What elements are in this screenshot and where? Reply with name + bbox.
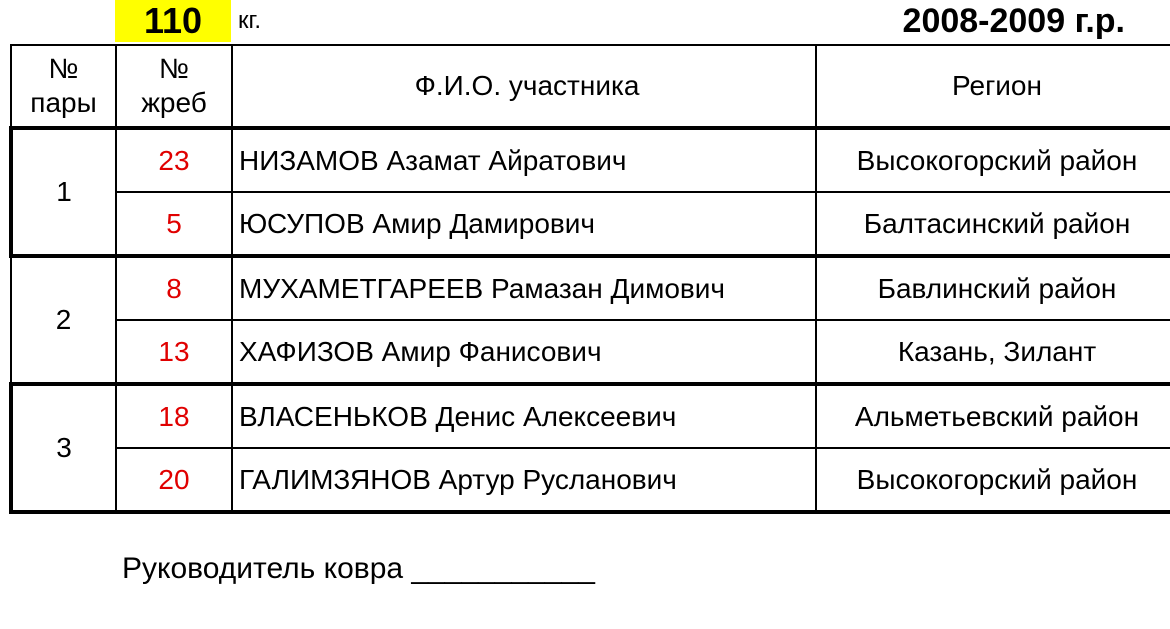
table-row bbox=[11, 192, 1170, 256]
draw-table bbox=[9, 44, 1170, 514]
table-row bbox=[11, 320, 1170, 384]
birth-years: 2008-2009 г.р. bbox=[902, 2, 1125, 40]
col-pair-line1: № bbox=[48, 53, 79, 84]
col-participant-name: Ф.И.О. участника bbox=[232, 45, 816, 128]
participant-region: Высокогорский район bbox=[816, 128, 1170, 192]
participant-region: Бавлинский район bbox=[816, 256, 1170, 320]
participant-region: Высокогорский район bbox=[816, 448, 1170, 512]
table-header-row bbox=[11, 45, 1170, 128]
table-row bbox=[11, 128, 1170, 192]
lot-number: 8 bbox=[116, 256, 232, 320]
participant-name: ЮСУПОВ Амир Дамирович bbox=[232, 192, 816, 256]
lot-number: 23 bbox=[116, 128, 232, 192]
table-row bbox=[11, 448, 1170, 512]
col-pair-line2: пары bbox=[30, 87, 97, 118]
col-lot-number bbox=[116, 45, 232, 128]
participant-region: Альметьевский район bbox=[816, 384, 1170, 448]
participant-region: Балтасинский район bbox=[816, 192, 1170, 256]
col-lot-line2: жреб bbox=[141, 87, 207, 118]
table-row bbox=[11, 384, 1170, 448]
participant-name: МУХАМЕТГАРЕЕВ Рамазан Димович bbox=[232, 256, 816, 320]
mat-supervisor-signature: Руководитель ковра ___________ bbox=[122, 552, 595, 585]
col-pair-number bbox=[11, 45, 116, 128]
participant-name: ХАФИЗОВ Амир Фанисович bbox=[232, 320, 816, 384]
participant-name: ГАЛИМЗЯНОВ Артур Русланович bbox=[232, 448, 816, 512]
lot-number: 5 bbox=[116, 192, 232, 256]
pair-number: 2 bbox=[11, 256, 116, 384]
lot-number: 20 bbox=[116, 448, 232, 512]
table-row bbox=[11, 256, 1170, 320]
pair-number: 1 bbox=[11, 128, 116, 256]
col-lot-line1: № bbox=[158, 53, 190, 84]
lot-number: 18 bbox=[116, 384, 232, 448]
col-region: Регион bbox=[816, 45, 1170, 128]
pair-number: 3 bbox=[11, 384, 116, 512]
lot-number: 13 bbox=[116, 320, 232, 384]
participant-name: ВЛАСЕНЬКОВ Денис Алексеевич bbox=[232, 384, 816, 448]
weight-unit: кг. bbox=[238, 7, 261, 34]
participant-region: Казань, Зилант bbox=[816, 320, 1170, 384]
weight-category: 110 bbox=[115, 0, 231, 42]
participant-name: НИЗАМОВ Азамат Айратович bbox=[232, 128, 816, 192]
